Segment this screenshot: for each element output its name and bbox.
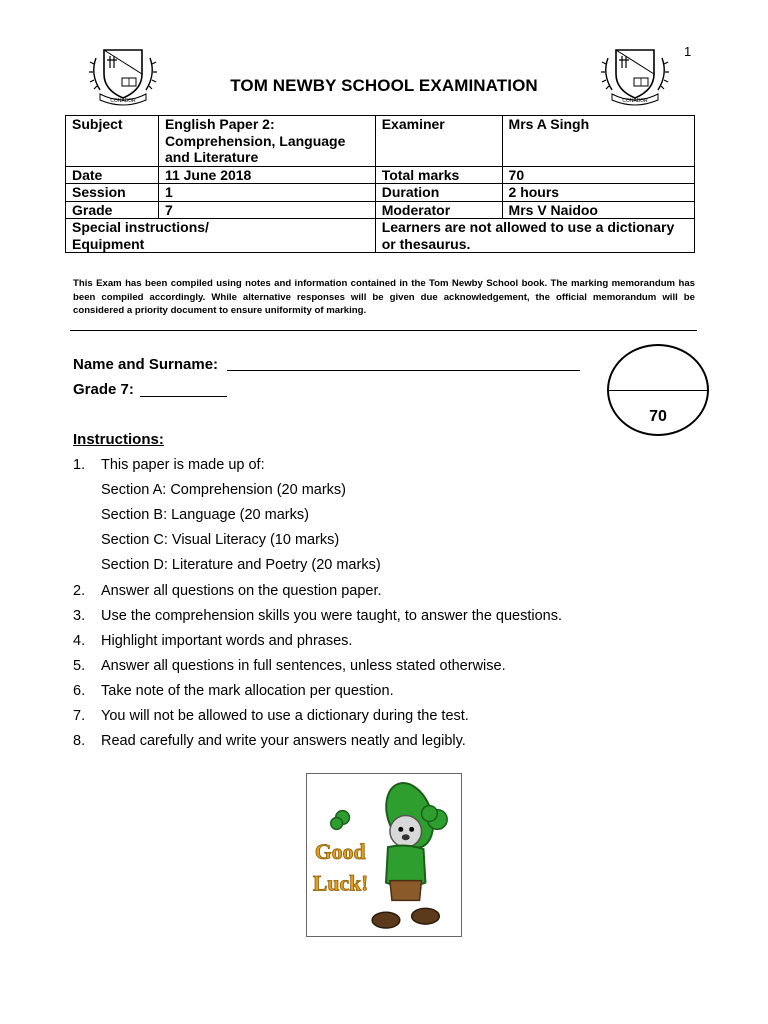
name-surname-input[interactable]	[227, 370, 580, 371]
grade-value: 7	[158, 201, 375, 219]
grade-label: Grade	[66, 201, 159, 219]
instruction-text: Section D: Literature and Poetry (20 marks)	[101, 557, 381, 574]
clipart-text-luck: Luck!	[312, 871, 369, 896]
exam-info-table	[65, 115, 695, 253]
instructions-heading: Instructions:	[73, 431, 164, 448]
instruction-number: 6.	[73, 682, 86, 699]
instruction-number: 2.	[73, 582, 86, 599]
instruction-text: Section A: Comprehension (20 marks)	[101, 482, 346, 499]
table-row	[66, 219, 695, 253]
instruction-text: Highlight important words and phrases.	[101, 632, 353, 649]
page-number: 1	[684, 44, 692, 59]
exam-title: TOM NEWBY SCHOOL EXAMINATION	[230, 76, 538, 95]
name-surname-label: Name and Surname:	[73, 356, 219, 373]
instruction-number: 3.	[73, 607, 86, 624]
moderator-label: Moderator	[375, 201, 502, 219]
instruction-text: Section B: Language (20 marks)	[101, 507, 309, 524]
duration-label: Duration	[375, 184, 502, 202]
instruction-number: 7.	[73, 708, 86, 724]
score-circle	[607, 344, 709, 436]
good-luck-clipart	[306, 773, 462, 937]
instruction-number: 8.	[73, 733, 86, 750]
session-value: 1	[158, 184, 375, 202]
date-value: 11 June 2018	[158, 166, 375, 184]
total-marks-value: 70	[502, 166, 694, 184]
instruction-text: You will not be allowed to use a dictionary during the test.	[101, 708, 469, 724]
instruction-text: Use the comprehension skills you were taught, to answer the questions.	[101, 607, 563, 624]
instruction-text: Answer all questions in full sentences, unless stated otherwise.	[101, 657, 506, 674]
instruction-text: Read carefully and write your answers neatly and legibly.	[101, 733, 466, 750]
subject-value: English Paper 2: Comprehension, Language and Literature	[158, 116, 375, 167]
score-divider	[609, 390, 707, 391]
instruction-text: Take note of the mark allocation per question.	[101, 682, 394, 699]
examiner-value: Mrs A Singh	[502, 116, 694, 167]
instruction-text: Answer all questions on the question paper.	[101, 582, 382, 599]
instruction-number: 4.	[73, 632, 86, 649]
instruction-text: This paper is made up of:	[101, 457, 265, 473]
moderator-value: Mrs V Naidoo	[502, 201, 694, 219]
table-row	[66, 201, 695, 219]
score-total: 70	[649, 408, 667, 425]
grade-input[interactable]	[140, 396, 227, 397]
session-label: Session	[66, 184, 159, 202]
date-label: Date	[66, 166, 159, 184]
instruction-text: Section C: Visual Literacy (10 marks)	[101, 532, 340, 549]
table-row	[66, 116, 695, 167]
crest-motto: CONABOR	[622, 98, 648, 104]
crest-motto: CONABOR	[110, 98, 136, 104]
duration-value: 2 hours	[502, 184, 694, 202]
instruction-number: 1.	[73, 457, 86, 473]
instruction-number: 5.	[73, 657, 86, 674]
total-marks-label: Total marks	[375, 166, 502, 184]
special-instructions-label: Special instructions/ Equipment	[66, 219, 376, 253]
marking-note: This Exam has been compiled using notes and information contained in the Tom Newby School book. The marking memorandum has been compiled accordingly. While alternative responses will be given due acknowledgement, the official memorandum will be considered a priority document to ensure uniformity of marking.	[73, 278, 695, 316]
clipart-text-good: Good	[314, 839, 366, 864]
table-row	[66, 184, 695, 202]
grade-field-label: Grade 7:	[73, 381, 134, 398]
examiner-label: Examiner	[375, 116, 502, 167]
divider	[70, 330, 697, 331]
subject-label: Subject	[66, 116, 159, 167]
special-instructions-value: Learners are not allowed to use a dictionary or thesaurus.	[375, 219, 694, 253]
table-row	[66, 166, 695, 184]
